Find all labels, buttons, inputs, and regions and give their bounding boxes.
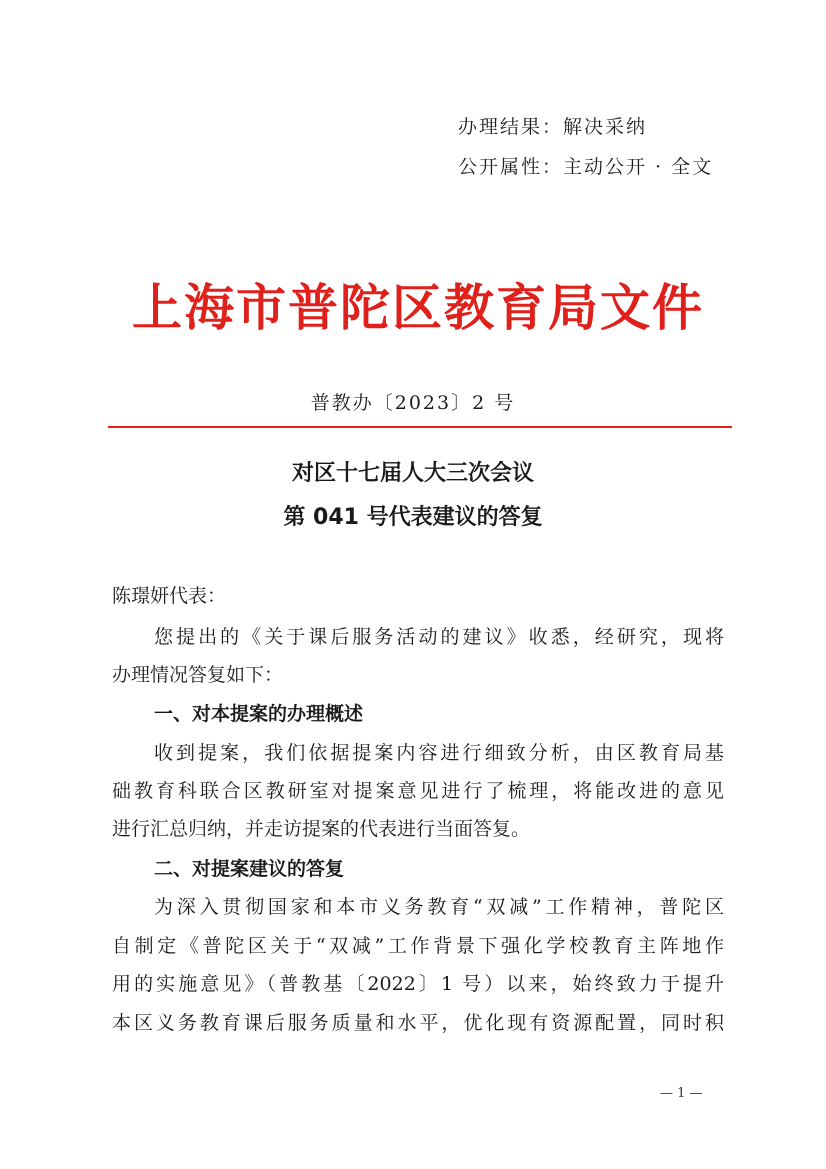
paragraph-1-line-2: 办理情况答复如下： bbox=[112, 664, 284, 686]
document-title-line-1: 对区十七届人大三次会议 bbox=[291, 461, 534, 486]
paragraph-3-line-1: 为深入贯彻国家和本市义务教育“双减”工作精神，普陀区 bbox=[154, 896, 724, 918]
disclosure-label: 公开属性： bbox=[458, 156, 564, 178]
disclosure-attribute bbox=[458, 152, 713, 179]
handling-result-value: 解决采纳 bbox=[563, 116, 648, 138]
page-number: — 1 — bbox=[660, 1086, 703, 1101]
paragraph-2-line-1: 收到提案，我们依据提案内容进行细致分析，由区教育局基 bbox=[154, 742, 724, 764]
disclosure-value: 主动公开 · 全文 bbox=[563, 156, 714, 178]
paragraph-2-line-3: 进行汇总归纳，并走访提案的代表进行当面答复。 bbox=[112, 818, 531, 840]
section-heading-1: 一、对本提案的办理概述 bbox=[154, 703, 364, 725]
handling-result bbox=[458, 112, 647, 139]
paragraph-1-line-1: 您提出的《关于课后服务活动的建议》收悉，经研究，现将 bbox=[154, 626, 724, 648]
red-divider bbox=[108, 426, 732, 428]
paragraph-2-line-2: 础教育科联合区教研室对提案意见进行了梳理，将能改进的意见 bbox=[112, 780, 724, 802]
document-number: 普教办〔2023〕2 号 bbox=[310, 392, 516, 414]
salutation: 陈璟妍代表： bbox=[112, 585, 227, 607]
paragraph-3-line-2: 自制定《普陀区关于“双减”工作背景下强化学校教育主阵地作 bbox=[112, 935, 724, 957]
handling-result-label: 办理结果： bbox=[458, 116, 564, 138]
document-title-line-2: 第 041 号代表建议的答复 bbox=[283, 505, 543, 530]
paragraph-3-line-3: 用的实施意见》（普教基〔2022〕1 号）以来，始终致力于提升 bbox=[112, 973, 724, 995]
section-heading-2: 二、对提案建议的答复 bbox=[154, 858, 345, 880]
paragraph-3-line-4: 本区义务教育课后服务质量和水平，优化现有资源配置，同时积 bbox=[112, 1012, 724, 1034]
document-masthead: 上海市普陀区教育局文件 bbox=[132, 278, 704, 337]
